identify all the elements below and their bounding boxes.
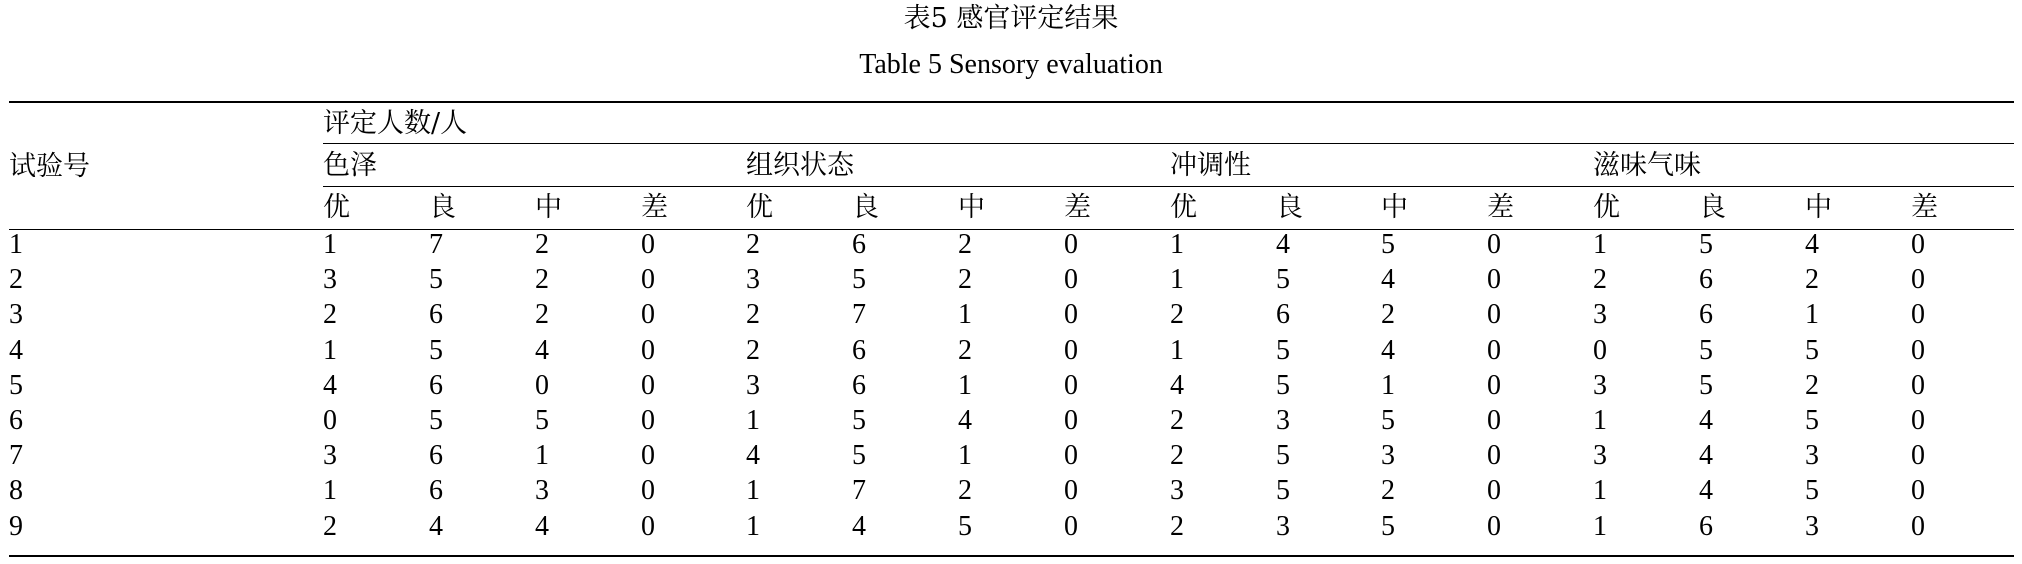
table-cell: 0: [1064, 334, 1078, 366]
grade-header: 差: [1911, 192, 1938, 223]
trial-number-cell: 9: [9, 510, 23, 542]
group-header: 冲调性: [1170, 150, 1251, 181]
table-cell: 5: [1276, 475, 1290, 507]
table-cell: 3: [1805, 440, 1819, 472]
table-cell: 4: [746, 440, 760, 472]
trial-number-cell: 3: [9, 299, 23, 331]
table-cell: 4: [535, 510, 549, 542]
table-cell: 0: [641, 264, 655, 296]
table-cell: 2: [958, 475, 972, 507]
table-cell: 2: [1170, 510, 1184, 542]
table-cell: 0: [1593, 334, 1607, 366]
table-cell: 3: [1805, 510, 1819, 542]
table-cell: 5: [852, 440, 866, 472]
table-cell: 0: [1064, 229, 1078, 260]
table-cell: 0: [1911, 369, 1925, 401]
trial-number-cell: 5: [9, 369, 23, 401]
table-cell: 3: [1593, 440, 1607, 472]
table-bottom-rule: [9, 555, 2014, 557]
trial-number-cell: 7: [9, 440, 23, 472]
table-cell: 2: [1805, 264, 1819, 296]
table-cell: 1: [323, 229, 337, 260]
table-cell: 5: [958, 510, 972, 542]
table-cell: 0: [1064, 264, 1078, 296]
table-cell: 7: [429, 229, 443, 260]
grade-header: 优: [746, 192, 773, 223]
group-header: 滋味气味: [1593, 150, 1701, 181]
table-cell: 2: [1805, 369, 1819, 401]
grade-header: 中: [1805, 192, 1832, 223]
table-cell: 3: [323, 264, 337, 296]
table-cell: 2: [1381, 299, 1395, 331]
table-cell: 0: [1911, 510, 1925, 542]
table-cell: 1: [1593, 405, 1607, 436]
trial-number-cell: 1: [9, 229, 23, 260]
table-cell: 2: [1170, 299, 1184, 331]
table-cell: 0: [1487, 334, 1501, 366]
table-cell: 5: [1276, 334, 1290, 366]
table-cell: 5: [535, 405, 549, 436]
table-cell: 2: [535, 299, 549, 331]
table-cell: 2: [323, 510, 337, 542]
grade-header: 良: [1699, 192, 1726, 223]
table-cell: 6: [429, 440, 443, 472]
table-cell: 1: [746, 475, 760, 507]
grade-header: 中: [1381, 192, 1408, 223]
table-cell: 1: [1805, 299, 1819, 331]
table-cell: 4: [1699, 475, 1713, 507]
grade-header-rule: [9, 229, 2014, 230]
table-cell: 4: [1276, 229, 1290, 260]
table-caption-chinese: 表5 感官评定结果: [903, 3, 1119, 34]
table-cell: 5: [1699, 369, 1713, 401]
table-cell: 1: [746, 405, 760, 436]
table-cell: 3: [1381, 440, 1395, 472]
table-cell: 0: [1487, 229, 1501, 260]
group-header: 色泽: [323, 150, 377, 181]
table-cell: 0: [1064, 405, 1078, 436]
table-cell: 0: [641, 369, 655, 401]
table-cell: 0: [1487, 510, 1501, 542]
table-cell: 3: [1276, 510, 1290, 542]
group-header-rule: [323, 186, 2014, 187]
table-cell: 6: [852, 334, 866, 366]
table-caption-english: Table 5 Sensory evaluation: [859, 49, 1163, 80]
table-cell: 5: [1699, 229, 1713, 260]
table-cell: 4: [535, 334, 549, 366]
table-cell: 2: [535, 264, 549, 296]
grade-header: 良: [429, 192, 456, 223]
trial-number-cell: 8: [9, 475, 23, 507]
table-cell: 2: [958, 264, 972, 296]
table-cell: 5: [1276, 440, 1290, 472]
table-cell: 1: [1593, 229, 1607, 260]
table-cell: 0: [1911, 229, 1925, 260]
grade-header: 差: [641, 192, 668, 223]
table-cell: 0: [1911, 264, 1925, 296]
table-cell: 4: [1381, 334, 1395, 366]
table-cell: 4: [852, 510, 866, 542]
table-cell: 1: [1170, 264, 1184, 296]
table-cell: 4: [1805, 229, 1819, 260]
table-cell: 4: [429, 510, 443, 542]
table-cell: 2: [958, 334, 972, 366]
table-cell: 0: [1064, 440, 1078, 472]
table-cell: 2: [746, 334, 760, 366]
table-cell: 0: [1064, 369, 1078, 401]
table-cell: 1: [323, 334, 337, 366]
evaluator-count-header: 评定人数/人: [323, 108, 468, 139]
table-cell: 5: [429, 334, 443, 366]
table-cell: 5: [1381, 229, 1395, 260]
table-cell: 0: [1487, 405, 1501, 436]
table-cell: 3: [1276, 405, 1290, 436]
table-cell: 0: [641, 440, 655, 472]
table-cell: 0: [1487, 299, 1501, 331]
table-cell: 1: [1593, 475, 1607, 507]
table-cell: 0: [641, 475, 655, 507]
table-cell: 0: [1064, 299, 1078, 331]
table-cell: 3: [1593, 369, 1607, 401]
table-cell: 0: [641, 405, 655, 436]
table-cell: 2: [746, 299, 760, 331]
table-cell: 6: [1699, 264, 1713, 296]
table-cell: 5: [1805, 405, 1819, 436]
table-cell: 5: [1805, 475, 1819, 507]
table-cell: 0: [1064, 475, 1078, 507]
table-cell: 0: [1911, 405, 1925, 436]
table-cell: 5: [1381, 405, 1395, 436]
evaluator-header-rule: [323, 143, 2014, 144]
table-cell: 2: [323, 299, 337, 331]
table-cell: 5: [1276, 264, 1290, 296]
table-cell: 4: [1699, 405, 1713, 436]
table-cell: 0: [1487, 264, 1501, 296]
table-cell: 0: [641, 299, 655, 331]
table-cell: 1: [958, 440, 972, 472]
table-cell: 3: [323, 440, 337, 472]
table-cell: 4: [958, 405, 972, 436]
grade-header: 优: [323, 192, 350, 223]
table-cell: 2: [958, 229, 972, 260]
table-cell: 0: [1911, 475, 1925, 507]
table-cell: 6: [1276, 299, 1290, 331]
table-cell: 1: [1170, 334, 1184, 366]
table-cell: 0: [641, 510, 655, 542]
table-cell: 5: [1381, 510, 1395, 542]
table-cell: 2: [1381, 475, 1395, 507]
table-cell: 5: [429, 264, 443, 296]
table-cell: 0: [1487, 475, 1501, 507]
table-cell: 7: [852, 475, 866, 507]
grade-header: 良: [1276, 192, 1303, 223]
table-cell: 0: [641, 334, 655, 366]
table-top-rule: [9, 101, 2014, 103]
table-cell: 1: [1170, 229, 1184, 260]
table-cell: 0: [1911, 334, 1925, 366]
trial-number-cell: 6: [9, 405, 23, 436]
table-cell: 0: [1064, 510, 1078, 542]
table-cell: 0: [641, 229, 655, 260]
table-cell: 1: [958, 299, 972, 331]
table-cell: 2: [746, 229, 760, 260]
table-cell: 5: [1805, 334, 1819, 366]
table-cell: 3: [535, 475, 549, 507]
table-cell: 1: [1381, 369, 1395, 401]
table-cell: 1: [746, 510, 760, 542]
table-cell: 5: [1276, 369, 1290, 401]
table-cell: 2: [1170, 440, 1184, 472]
table-cell: 3: [1170, 475, 1184, 507]
table-cell: 6: [1699, 299, 1713, 331]
table-cell: 4: [1381, 264, 1395, 296]
table-cell: 6: [429, 299, 443, 331]
table-cell: 1: [958, 369, 972, 401]
table-cell: 3: [746, 369, 760, 401]
table-cell: 0: [535, 369, 549, 401]
grade-header: 优: [1170, 192, 1197, 223]
table-cell: 0: [1911, 440, 1925, 472]
table-cell: 6: [852, 229, 866, 260]
grade-header: 差: [1487, 192, 1514, 223]
table-cell: 4: [323, 369, 337, 401]
table-cell: 1: [1593, 510, 1607, 542]
table-cell: 4: [1699, 440, 1713, 472]
grade-header: 差: [1064, 192, 1091, 223]
table-cell: 0: [1487, 440, 1501, 472]
table-cell: 5: [852, 264, 866, 296]
table-cell: 5: [1699, 334, 1713, 366]
trial-number-header: 试验号: [9, 151, 90, 182]
table-cell: 2: [535, 229, 549, 260]
grade-header: 优: [1593, 192, 1620, 223]
table-cell: 3: [746, 264, 760, 296]
table-cell: 5: [429, 405, 443, 436]
table-cell: 0: [1487, 369, 1501, 401]
group-header: 组织状态: [746, 150, 854, 181]
grade-header: 良: [852, 192, 879, 223]
table-cell: 1: [535, 440, 549, 472]
table-cell: 1: [323, 475, 337, 507]
table-cell: 2: [1593, 264, 1607, 296]
trial-number-cell: 2: [9, 264, 23, 296]
table-cell: 0: [1911, 299, 1925, 331]
table-cell: 4: [1170, 369, 1184, 401]
table-cell: 7: [852, 299, 866, 331]
trial-number-cell: 4: [9, 334, 23, 366]
table-cell: 6: [852, 369, 866, 401]
table-cell: 2: [1170, 405, 1184, 436]
table-cell: 6: [429, 475, 443, 507]
grade-header: 中: [958, 192, 985, 223]
table-cell: 6: [1699, 510, 1713, 542]
table-cell: 6: [429, 369, 443, 401]
grade-header: 中: [535, 192, 562, 223]
table-cell: 5: [852, 405, 866, 436]
table-cell: 3: [1593, 299, 1607, 331]
table-cell: 0: [323, 405, 337, 436]
